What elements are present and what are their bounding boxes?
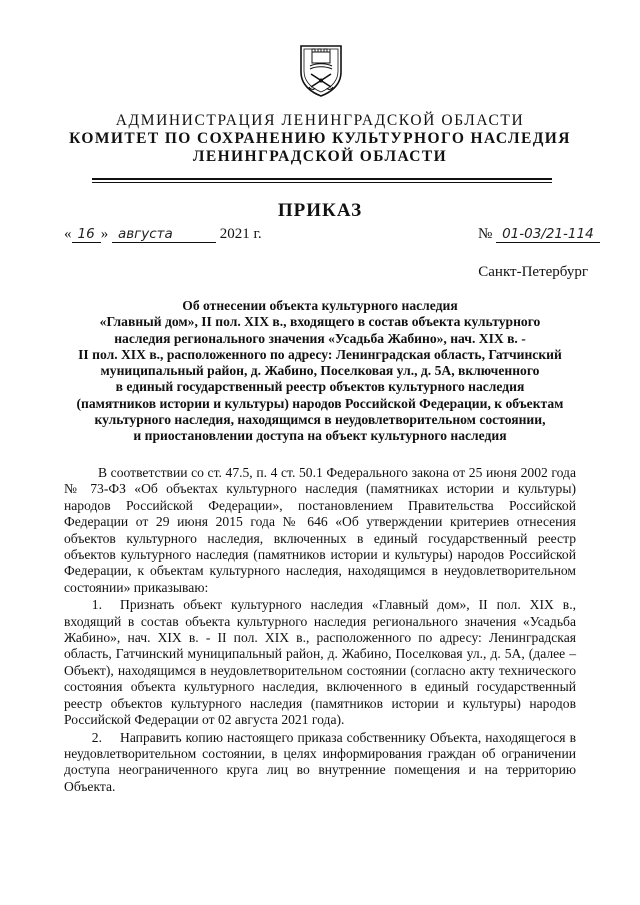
order-item-2	[64, 730, 576, 796]
coat-of-arms-emblem	[298, 42, 344, 98]
date-day-handwritten: 16	[72, 226, 101, 243]
subject-line: в единый государственный реестр объектов культурного наследия	[115, 379, 525, 395]
item-number: 1.	[91, 597, 102, 613]
date-quote-close: »	[100, 226, 109, 242]
item-text: Направить копию настоящего приказа собственнику Объекта, находящегося в неудовлетворительном состоянии, в целях информирования граждан об ограничении доступа неограниченного круга лиц во внутренние помещения и на территорию Объекта.	[64, 729, 576, 794]
order-item-1	[64, 597, 576, 728]
subject-line: «Главный дом», II пол. XIX в., входящего в состав объекта культурного	[99, 314, 541, 330]
subject-line: Об отнесении объекта культурного наследия	[182, 298, 458, 313]
number-value-handwritten: 01-03/21-114	[496, 226, 600, 243]
subject-line: культурного наследия, находящимся в неудовлетворительном состоянии,	[94, 412, 546, 428]
subject-line: II пол. XIX в., расположенного по адресу: Ленинградская область, Гатчинский	[78, 346, 562, 362]
document-type-title: ПРИКАЗ	[277, 200, 363, 221]
item-number: 2.	[91, 729, 102, 745]
header-divider-thick	[92, 178, 552, 180]
org-header-line-2: КОМИТЕТ ПО СОХРАНЕНИЮ КУЛЬТУРНОГО НАСЛЕДИЯ	[69, 130, 571, 147]
date-year: 2021 г.	[219, 226, 262, 242]
subject-line: наследия регионального значения «Усадьба Жабино», нач. XIX в. -	[114, 330, 526, 346]
order-number	[478, 226, 600, 243]
order-subject	[64, 298, 576, 445]
subject-line: муниципальный район, д. Жабино, Поселковая ул., д. 5А, включенного	[100, 363, 540, 379]
org-header-line-1: АДМИНИСТРАЦИЯ ЛЕНИНГРАДСКОЙ ОБЛАСТИ	[115, 112, 525, 129]
intro-paragraph: В соответствии со ст. 47.5, п. 4 ст. 50.1 Федерального закона от 25 июня 2002 года № 73-ФЗ «Об объектах культурного наследия (памятниках истории и культуры) народов Российской Федерации», постановлением Правительства Российской Федерации от 29 июня 2015 года № 646 «Об утверждении критериев отнесения объектов культурного наследия, включенных в единый государственный реестр объектов культурного наследия (памятников истории и культуры) народов Российской Федерации, к объектам культурного наследия, находящимся в неудовлетворительном состоянии» приказываю:	[64, 465, 576, 595]
subject-line: (памятников истории и культуры) народов Российской Федерации, к объектам	[76, 395, 564, 411]
order-body	[64, 465, 576, 796]
date-quote-open: «	[64, 226, 72, 242]
subject-line: и приостановлении доступа на объект культурного наследия	[133, 428, 507, 444]
number-sign: №	[478, 226, 493, 242]
order-date	[64, 226, 262, 243]
item-text: Признать объект культурного наследия «Главный дом», II пол. XIX в., входящий в состав объекта культурного наследия регионального значения «Усадьба Жабино», нач. XIX в. - II пол. XIX в., расположенного по адресу: Ленинградская область, Гатчинский муниципальный район, д. Жабино, Поселковая ул., д. 5А, (далее – Объект), находящимся в неудовлетворительном состоянии (согласно акту технического состояния объекта культурного наследия, включенного в единый государственный реестр объектов культурного наследия (памятников истории и культуры) народов Российской Федерации от 02 августа 2021 года).	[64, 597, 576, 728]
header-divider-thin	[92, 182, 552, 183]
date-month-handwritten: августа	[112, 226, 216, 243]
org-header-line-3: ЛЕНИНГРАДСКОЙ ОБЛАСТИ	[192, 148, 448, 165]
city-name: Санкт-Петербург	[478, 264, 588, 280]
